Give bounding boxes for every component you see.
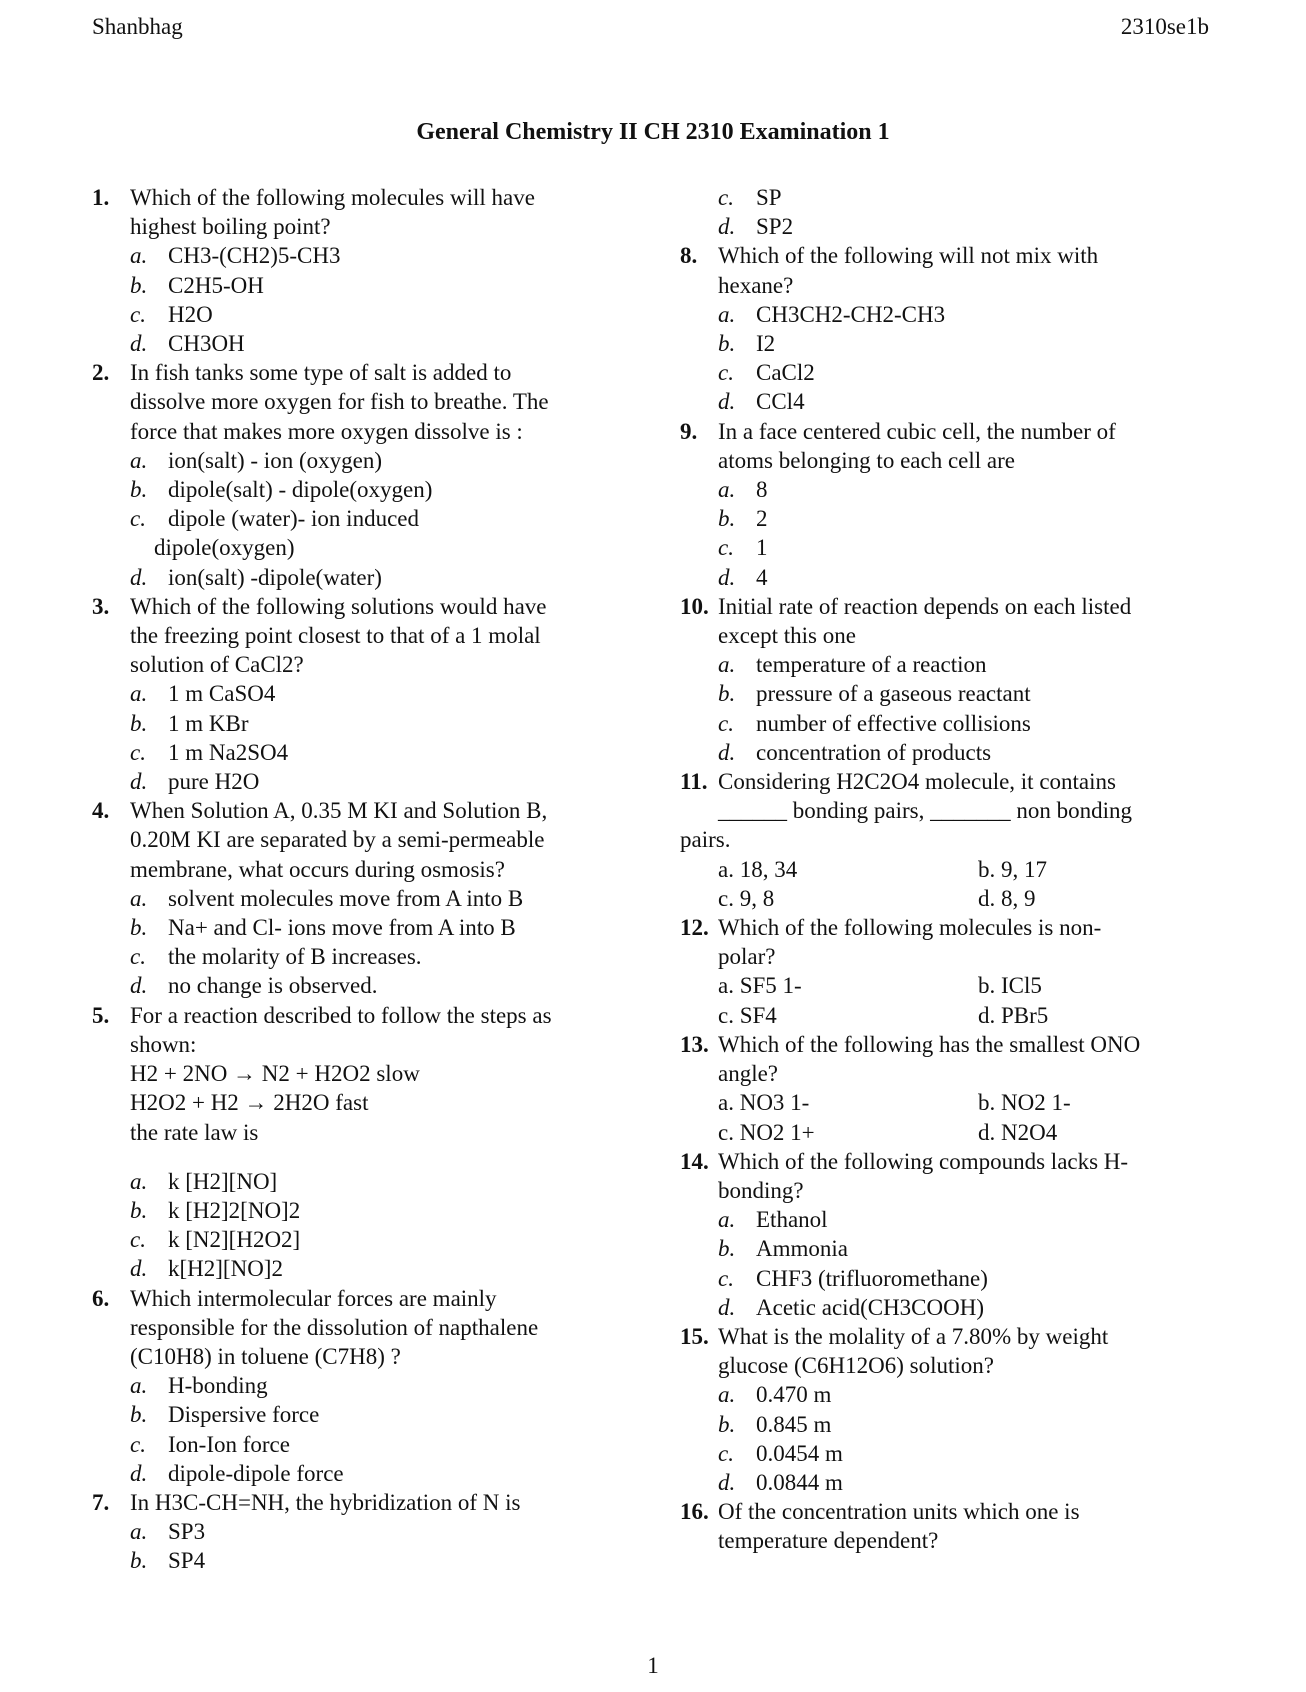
answer-option: c. 9, 8: [718, 885, 775, 911]
option-text: dipole (water)- ion induced: [168, 506, 419, 532]
question-stem: [680, 592, 1200, 650]
question-line: Which of the following compounds lacks H-: [718, 1148, 1129, 1174]
question-number: 7.: [92, 1489, 110, 1515]
answer-option: a. 18, 34: [718, 856, 798, 882]
answer-option: d. 8, 9: [978, 885, 1036, 911]
option-letter: c.: [718, 1265, 734, 1291]
question-line: bonding?: [718, 1177, 804, 1203]
option-letter: a.: [130, 1373, 148, 1399]
question-line: atoms belonging to each cell are: [718, 447, 1015, 473]
answer-option: [680, 475, 1200, 504]
answer-option: [680, 650, 1200, 679]
answer-option: [680, 1293, 1200, 1322]
answer-option: [680, 563, 1200, 592]
option-letter: b.: [718, 1236, 736, 1262]
question-stem: [92, 1488, 612, 1517]
question-number: 15.: [680, 1323, 709, 1349]
option-text: CH3-(CH2)5-CH3: [168, 243, 341, 269]
option-text: pure H2O: [168, 769, 260, 795]
option-letter: a.: [718, 477, 736, 503]
question-number: 5.: [92, 1002, 110, 1028]
question-number: 13.: [680, 1031, 709, 1057]
question-line: (C10H8) in toluene (C7H8) ?: [130, 1343, 401, 1369]
question-stem: [680, 1497, 1200, 1555]
question-9: [680, 417, 1200, 592]
question-line: highest boiling point?: [130, 214, 331, 240]
option-text: SP2: [756, 214, 794, 240]
option-letter: c.: [130, 944, 146, 970]
option-text: dipole-dipole force: [168, 1460, 344, 1486]
option-text: 1 m KBr: [168, 710, 249, 736]
answer-option: [92, 1371, 612, 1400]
option-text: I2: [756, 331, 776, 357]
question-line: When Solution A, 0.35 M KI and Solution B,: [130, 798, 548, 824]
question-stem: [680, 913, 1200, 971]
option-text: k[H2][NO]2: [168, 1256, 283, 1282]
answer-pair: [680, 1088, 1200, 1117]
spacer: [92, 1147, 612, 1167]
option-text: 0.0454 m: [756, 1440, 843, 1466]
option-text: Na+ and Cl- ions move from A into B: [168, 915, 516, 941]
question-line: angle?: [718, 1061, 779, 1087]
answer-option: [680, 533, 1200, 562]
option-letter: d.: [718, 1469, 736, 1495]
answer-option: [680, 329, 1200, 358]
option-text: Ion-Ion force: [168, 1431, 290, 1457]
option-letter: a.: [718, 301, 736, 327]
option-letter: d.: [130, 769, 148, 795]
answer-option: [92, 1459, 612, 1488]
answer-option: b. NO2 1-: [978, 1090, 1071, 1116]
question-3: [92, 592, 612, 796]
option-text: number of effective collisions: [756, 710, 1031, 736]
option-text: Acetic acid(CH3COOH): [756, 1294, 985, 1320]
option-text: CH3CH2-CH2-CH3: [756, 301, 946, 327]
question-10: [680, 592, 1200, 767]
question-number: 10.: [680, 593, 709, 619]
answer-option: b. 9, 17: [978, 856, 1047, 882]
answer-pair: [680, 1001, 1200, 1030]
answer-pair: [680, 1118, 1200, 1147]
question-line: membrane, what occurs during osmosis?: [130, 856, 505, 882]
question-line: pairs.: [680, 827, 731, 853]
answer-option: [680, 1439, 1200, 1468]
option-text: H-bonding: [168, 1373, 268, 1399]
option-letter: c.: [718, 185, 734, 210]
option-text: Ammonia: [756, 1236, 848, 1262]
question-number: 3.: [92, 593, 110, 619]
option-text: no change is observed.: [168, 973, 378, 999]
question-line: force that makes more oxygen dissolve is :: [130, 418, 523, 444]
answer-option: [92, 1430, 612, 1459]
question-stem: [92, 358, 612, 446]
answer-pair: [680, 855, 1200, 884]
answer-option: b. ICl5: [978, 973, 1042, 999]
question-stem: [92, 1284, 612, 1372]
option-text: SP: [756, 185, 782, 210]
question-stem: [92, 1001, 612, 1059]
answer-option: [680, 212, 1200, 241]
option-letter: c.: [130, 301, 146, 327]
answer-option: [92, 504, 612, 533]
question-line: Which of the following will not mix with: [718, 243, 1099, 269]
answer-option: [92, 271, 612, 300]
question-14: [680, 1147, 1200, 1322]
question-number: 14.: [680, 1148, 709, 1174]
option-letter: d.: [718, 564, 736, 590]
question-number: 12.: [680, 915, 709, 941]
question-11: [680, 767, 1200, 913]
option-text: k [H2]2[NO]2: [168, 1197, 301, 1223]
option-text: SP4: [168, 1548, 206, 1574]
answer-option: [680, 358, 1200, 387]
question-13: [680, 1030, 1200, 1147]
question-line: Which intermolecular forces are mainly: [130, 1285, 497, 1311]
option-letter: b.: [130, 710, 148, 736]
question-15: [680, 1322, 1200, 1497]
option-letter: a.: [718, 1382, 736, 1408]
option-text: pressure of a gaseous reactant: [756, 681, 1031, 707]
answer-option: c. NO2 1+: [718, 1119, 815, 1145]
right-column: [680, 183, 1200, 1556]
question-4: [92, 796, 612, 1000]
question-stem: [680, 1030, 1200, 1088]
answer-option: c. SF4: [718, 1002, 777, 1028]
question-stem: [680, 241, 1200, 299]
option-letter: a.: [130, 447, 148, 473]
option-letter: a.: [130, 243, 148, 269]
question-number: 8.: [680, 243, 698, 269]
option-letter: c.: [718, 1440, 734, 1466]
option-text: CCl4: [756, 389, 805, 415]
question-stem: [92, 592, 612, 680]
question-7: [92, 1488, 612, 1576]
option-letter: a.: [718, 1207, 736, 1233]
option-text: 2: [756, 506, 768, 532]
option-letter: d.: [718, 389, 736, 415]
page-number: 1: [647, 1653, 659, 1678]
answer-option: [92, 971, 612, 1000]
answer-option: [92, 446, 612, 475]
option-letter: d.: [130, 564, 148, 590]
question-number: 6.: [92, 1285, 110, 1311]
answer-option: [680, 183, 1200, 212]
answer-pair: [680, 884, 1200, 913]
option-letter: b.: [130, 1548, 148, 1574]
answer-option: [680, 387, 1200, 416]
question-line: the freezing point closest to that of a 1 molal: [130, 623, 541, 649]
answer-option: [92, 709, 612, 738]
question-1: [92, 183, 612, 358]
option-letter: d.: [718, 214, 736, 240]
question-line: ______ bonding pairs, _______ non bonding: [718, 798, 1132, 824]
question-6: [92, 1284, 612, 1488]
answer-option: [92, 767, 612, 796]
option-letter: c.: [130, 506, 146, 532]
option-text: ion(salt) - ion (oxygen): [168, 447, 382, 473]
question-line: temperature dependent?: [718, 1528, 939, 1554]
question-stem: [680, 1322, 1200, 1380]
option-letter: d.: [130, 331, 148, 357]
answer-option: [92, 884, 612, 913]
option-letter: b.: [130, 272, 148, 298]
option-text: k [H2][NO]: [168, 1168, 278, 1194]
option-text: SP3: [168, 1519, 206, 1545]
option-text: 1 m CaSO4: [168, 681, 276, 707]
reaction-line: H2O2 + H2 → 2H2O fast: [130, 1090, 369, 1116]
option-letter: d.: [130, 1460, 148, 1486]
answer-option: a. NO3 1-: [718, 1090, 810, 1116]
option-letter: c.: [130, 739, 146, 765]
answer-option: [92, 913, 612, 942]
answer-option: [92, 1167, 612, 1196]
question-line: 0.20M KI are separated by a semi-permeable: [130, 827, 545, 853]
question-line: polar?: [718, 944, 776, 970]
option-letter: d.: [718, 1294, 736, 1320]
option-letter: a.: [130, 681, 148, 707]
option-text: 0.0844 m: [756, 1469, 843, 1495]
question-line: responsible for the dissolution of napthalene: [130, 1314, 539, 1340]
question-8: [680, 241, 1200, 416]
option-text: the molarity of B increases.: [168, 944, 422, 970]
answer-pair: [680, 971, 1200, 1000]
question-number: 9.: [680, 418, 698, 444]
option-text: ion(salt) -dipole(water): [168, 564, 382, 590]
question-stem: [680, 767, 1200, 825]
question-line: For a reaction described to follow the steps as: [130, 1002, 552, 1028]
option-text: k [N2][H2O2]: [168, 1227, 301, 1253]
question-number: 1.: [92, 185, 110, 210]
option-letter: a.: [130, 1519, 148, 1545]
answer-option: [92, 1400, 612, 1429]
option-text: 1 m Na2SO4: [168, 739, 289, 765]
option-letter: c.: [718, 360, 734, 386]
option-text: H2O: [168, 301, 213, 327]
option-text: C2H5-OH: [168, 272, 264, 298]
answer-option: d. PBr5: [978, 1002, 1049, 1028]
option-letter: d.: [130, 1256, 148, 1282]
option-letter: b.: [130, 1402, 148, 1428]
option-text: Ethanol: [756, 1207, 828, 1233]
answer-option: [680, 504, 1200, 533]
option-letter: b.: [718, 506, 736, 532]
question-5: [92, 1001, 612, 1284]
option-letter: a.: [718, 652, 736, 678]
question-line: except this one: [718, 623, 856, 649]
answer-option: [680, 1205, 1200, 1234]
answer-option: [680, 300, 1200, 329]
header-author: Shanbhag: [92, 14, 183, 39]
option-text: dipole(oxygen): [154, 535, 295, 561]
option-text: CHF3 (trifluoromethane): [756, 1265, 988, 1291]
option-text: CaCl2: [756, 360, 815, 386]
answer-option: [680, 1380, 1200, 1409]
answer-option: [92, 1546, 612, 1575]
answer-option: [680, 709, 1200, 738]
question-line: Which of the following molecules will have: [130, 185, 535, 210]
option-letter: b.: [718, 1411, 736, 1437]
question-number: 11.: [680, 769, 708, 795]
question-line: Of the concentration units which one is: [718, 1499, 1080, 1525]
answer-option: [92, 738, 612, 767]
answer-option: [92, 679, 612, 708]
option-letter: c.: [718, 535, 734, 561]
question-number: 16.: [680, 1499, 709, 1525]
question-line: dissolve more oxygen for fish to breathe. The: [130, 389, 549, 415]
answer-option: d. N2O4: [978, 1119, 1058, 1145]
option-text: solvent molecules move from A into B: [168, 885, 524, 911]
option-text: CH3OH: [168, 331, 245, 357]
question-line: In fish tanks some type of salt is added to: [130, 360, 512, 386]
option-text: 4: [756, 564, 768, 590]
answer-option: [92, 300, 612, 329]
question-stem: [92, 796, 612, 884]
answer-option: a. SF5 1-: [718, 973, 802, 999]
option-text: temperature of a reaction: [756, 652, 987, 678]
question-line: Considering H2C2O4 molecule, it contains: [718, 769, 1116, 795]
option-letter: b.: [130, 477, 148, 503]
page-title: General Chemistry II CH 2310 Examination 1: [416, 119, 890, 145]
question-line: solution of CaCl2?: [130, 652, 304, 678]
option-letter: c.: [130, 1227, 146, 1253]
answer-option: [92, 1517, 612, 1546]
option-letter: b.: [718, 681, 736, 707]
question-number: 2.: [92, 360, 110, 386]
answer-option: [680, 1264, 1200, 1293]
option-letter: b.: [130, 915, 148, 941]
option-text: dipole(salt) - dipole(oxygen): [168, 477, 433, 503]
option-text: Dispersive force: [168, 1402, 320, 1428]
option-letter: d.: [130, 973, 148, 999]
answer-option: [92, 942, 612, 971]
option-letter: b.: [718, 331, 736, 357]
option-text: 8: [756, 477, 768, 503]
question-2: [92, 358, 612, 592]
question-number: 4.: [92, 798, 110, 824]
answer-option: [92, 329, 612, 358]
answer-option: [92, 241, 612, 270]
option-letter: b.: [130, 1197, 148, 1223]
answer-option: [92, 1196, 612, 1225]
option-letter: d.: [718, 739, 736, 765]
reaction-line: the rate law is: [130, 1119, 259, 1145]
answer-option: [92, 475, 612, 504]
option-text: 1: [756, 535, 768, 561]
question-line: glucose (C6H12O6) solution?: [718, 1353, 994, 1379]
option-letter: c.: [718, 710, 734, 736]
question-line: In a face centered cubic cell, the number of: [718, 418, 1116, 444]
answer-option: [92, 1225, 612, 1254]
answer-option: [680, 1234, 1200, 1263]
answer-option: [680, 738, 1200, 767]
option-text: 0.470 m: [756, 1382, 832, 1408]
option-text: 0.845 m: [756, 1411, 832, 1437]
option-letter: a.: [130, 885, 148, 911]
question-line: hexane?: [718, 272, 794, 298]
question-line: Initial rate of reaction depends on each listed: [718, 593, 1132, 619]
question-line: Which of the following solutions would have: [130, 593, 547, 619]
answer-option: [680, 1468, 1200, 1497]
answer-option: [680, 679, 1200, 708]
header-code: 2310se1b: [1120, 14, 1209, 39]
question-line: In H3C-CH=NH, the hybridization of N is: [130, 1489, 521, 1515]
question-16: [680, 1497, 1200, 1555]
question-stem: [680, 1147, 1200, 1205]
option-letter: a.: [130, 1168, 148, 1194]
answer-option: [92, 533, 612, 562]
question-line: shown:: [130, 1031, 197, 1057]
question-stem: [680, 417, 1200, 475]
left-column: [92, 183, 612, 1576]
answer-option: [92, 563, 612, 592]
question-line: Which of the following has the smallest ONO: [718, 1031, 1141, 1057]
question-12: [680, 913, 1200, 1030]
option-letter: c.: [130, 1431, 146, 1457]
answer-option: [92, 1254, 612, 1283]
option-text: concentration of products: [756, 739, 992, 765]
reaction-line: H2 + 2NO → N2 + H2O2 slow: [130, 1061, 420, 1087]
question-line: Which of the following molecules is non-: [718, 915, 1102, 941]
question-line: What is the molality of a 7.80% by weight: [718, 1323, 1109, 1349]
question-stem: [92, 183, 612, 241]
answer-option: [680, 1410, 1200, 1439]
